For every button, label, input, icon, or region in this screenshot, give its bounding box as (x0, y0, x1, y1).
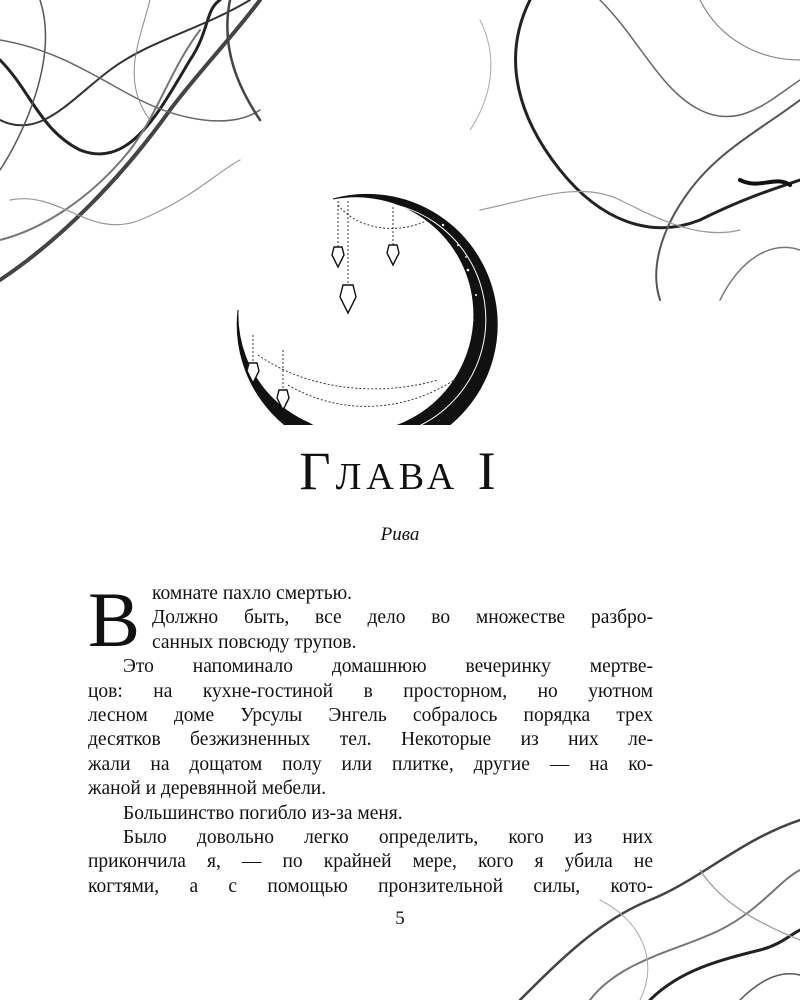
text-line: прикончила я, — по крайней мере, кого я убила не (88, 851, 653, 873)
text-line: цов: на кухне-гостиной в просторном, но уютном (88, 680, 653, 702)
page-number: 5 (395, 908, 405, 929)
paragraph (88, 655, 653, 801)
text-line: жали на дощатом полу или плитке, другие — на ко- (88, 753, 653, 775)
crescent-moon-with-crystals-icon (228, 185, 498, 425)
paragraph (88, 826, 653, 899)
text-line: Это напоминало домашнюю вечеринку мертве- (123, 656, 653, 678)
paragraph: Большинство погибло из-за меня. (123, 802, 403, 824)
text-line: комнате пахло смертью. (152, 583, 353, 604)
text-line: Должно быть, все дело во множестве разбро- (152, 607, 653, 629)
body-text (88, 576, 653, 899)
opening-paragraph (88, 576, 653, 663)
chapter-title: Глава I (299, 441, 501, 501)
text-line: жаной и деревянной мебели. (88, 778, 327, 800)
text-line: Было довольно легко определить, кого из них (123, 827, 653, 849)
chapter-subtitle: Рива (380, 524, 420, 545)
drop-cap: В (88, 576, 141, 663)
text-line: санных повсюду трупов. (152, 631, 357, 653)
text-line: десятков безжизненных тел. Некоторые из них ле- (88, 729, 653, 751)
text-line: лесном доме Урсулы Энгель собралось порядка трех (88, 705, 653, 727)
text-line: когтями, а с помощью пронзительной силы, кото- (88, 875, 653, 897)
